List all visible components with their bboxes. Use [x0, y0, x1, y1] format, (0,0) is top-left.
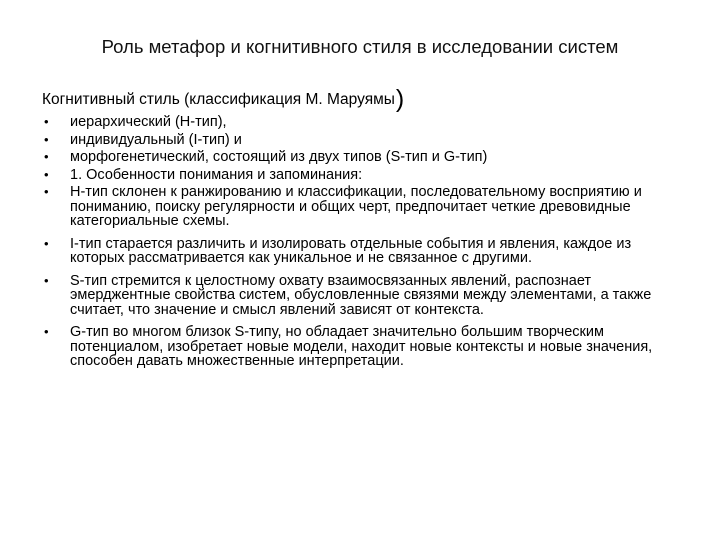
subtitle-text: Когнитивный стиль (классификация М. Маруямы	[42, 91, 395, 108]
list-item	[42, 168, 682, 183]
list-item	[42, 150, 682, 165]
list-item-text: I-тип старается различить и изолировать отдельные события и явления, каждое из которых рассматривается как уникальное и не связанное с другими.	[70, 235, 632, 266]
bullet-icon: •	[44, 235, 49, 251]
bullet-icon: •	[44, 272, 49, 288]
list-item	[42, 115, 682, 130]
list-item-text: G-тип во многом близок S-типу, но обладает значительно большим творческим потенциалом, изобретает новые модели, находит новые контексты и новые значения, способен давать множественные интерпретации.	[70, 324, 653, 369]
subtitle	[42, 85, 405, 113]
list-item	[42, 237, 682, 266]
bullet-icon: •	[44, 166, 49, 182]
list-item-text: S-тип стремится к целостному охвату взаимосвязанных явлений, распознает эмерджентные свойства систем, обусловленные связями между элементами, а также считает, что значение и смысл явлений зависят от контекста.	[70, 272, 652, 318]
bullet-icon: •	[44, 114, 49, 129]
list-item-text: 1. Особенности понимания и запоминания:	[70, 166, 363, 183]
subtitle-closing-paren: )	[395, 85, 405, 113]
list-item	[42, 274, 682, 318]
list-item-text: иерархический (H-тип),	[70, 114, 227, 130]
list-item	[42, 185, 682, 229]
bullet-list	[42, 115, 682, 372]
list-item	[42, 325, 682, 369]
bullet-icon: •	[44, 184, 49, 199]
bullet-icon: •	[44, 149, 49, 164]
list-item-text: индивидуальный (I-тип) и	[70, 131, 242, 148]
list-item-text: H-тип склонен к ранжированию и классификации, последовательному восприятию и пониманию, поиску регулярности и общих черт, предпочитает четкие древовидные категориальные схемы.	[70, 184, 642, 229]
bullet-icon: •	[44, 131, 49, 147]
list-item-text: морфогенетический, состоящий из двух типов (S-тип и G-тип)	[70, 149, 488, 165]
list-item	[42, 133, 682, 148]
slide-title: Роль метафор и когнитивного стиля в исследовании систем	[101, 36, 619, 57]
bullet-icon: •	[44, 324, 49, 339]
